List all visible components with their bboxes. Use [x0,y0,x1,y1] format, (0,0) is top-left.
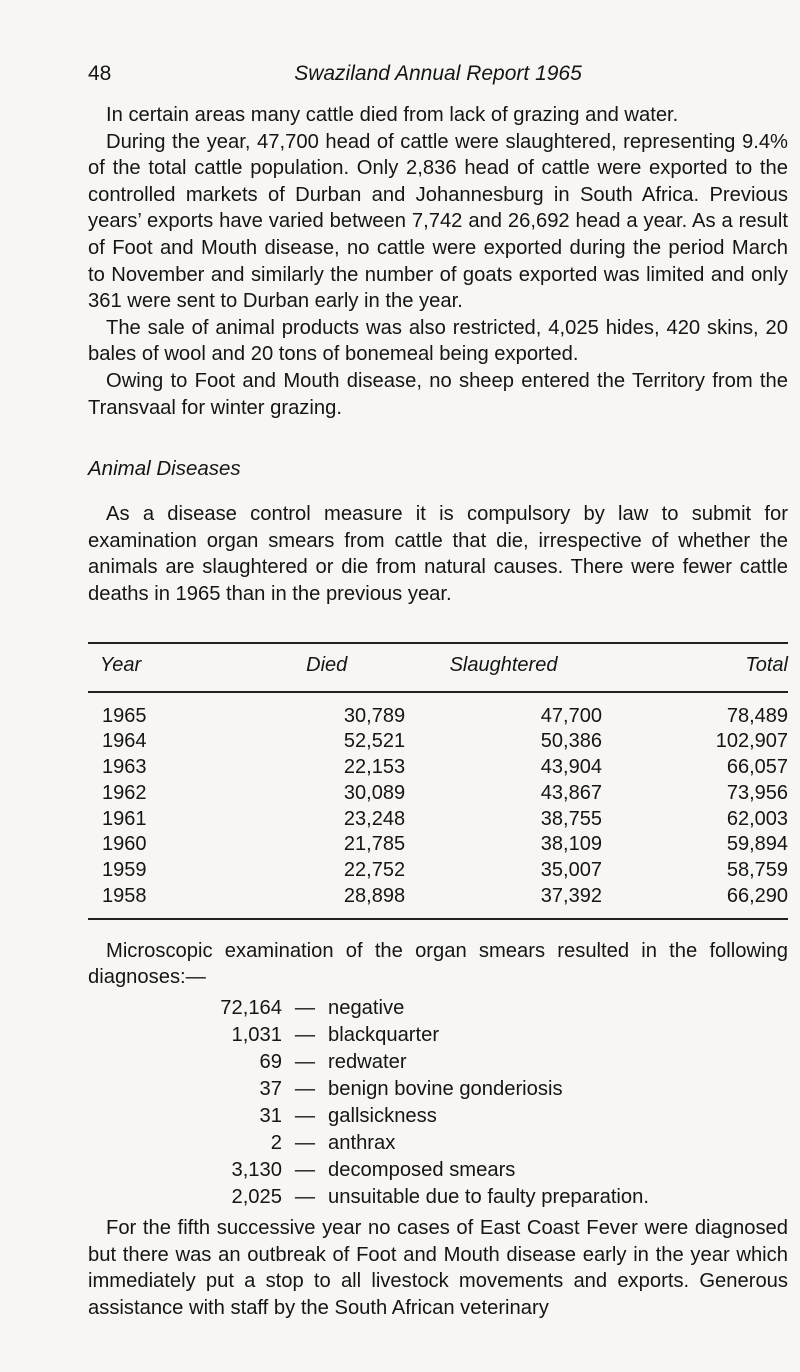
cell-year: 1963 [102,756,147,779]
diagnosis-count: 2 [270,1132,282,1155]
table-row [88,692,788,730]
cell-total: 62,003 [726,807,788,830]
diagnosis-label: redwater [328,1051,407,1074]
dash-separator: — [294,1159,316,1182]
cell-died: 30,789 [343,704,406,727]
cell-slaughtered: 47,700 [540,704,602,727]
cell-total: 78,489 [726,704,788,727]
cell-died: 28,898 [248,884,405,919]
cell-died: 22,752 [343,859,406,882]
dash-separator: — [294,1024,316,1047]
page-header [88,62,788,102]
diagnosis-count: 2,025 [231,1186,282,1209]
paragraph-grazing: In certain areas many cattle died from lack of grazing and water. [106,104,679,126]
cell-year: 1958 [88,884,248,919]
table-row [88,858,788,884]
cell-total: 59,894 [726,833,788,856]
diagnosis-count: 1,031 [231,1024,282,1047]
cattle-deaths-table [88,642,788,920]
list-item [88,1157,788,1184]
table-row [88,807,788,833]
list-item [88,1130,788,1157]
diagnosis-count: 72,164 [220,997,282,1020]
cell-year: 1959 [102,859,147,882]
dash-separator: — [294,1051,316,1074]
cell-year: 1960 [102,833,147,856]
cell-year: 1964 [102,730,147,753]
column-header-total: Total [602,643,788,692]
dash-separator: — [294,1132,316,1155]
list-item [88,1184,788,1211]
cell-slaughtered: 37,392 [405,884,602,919]
diagnosis-count: 37 [259,1078,282,1101]
table-row [88,832,788,858]
cell-total: 102,907 [715,730,788,753]
paragraph-slaughter-exports: During the year, 47,700 head of cattle were slaughtered, representing 9.4% of the total cattle population. Only 2,836 head of cattle were exported to the controlled markets of Durban and Johannesburg in South Africa. Previous years’ exports have varied between 7,742 and 26,692 head a year. As a result of Foot and Mouth disease, no cattle were exported during the period March to November and similarly the number of goats exported was limited and only 361 were sent to Durban early in the year. [88,130,788,313]
table-row [88,729,788,755]
diagnosis-label: anthrax [328,1132,396,1155]
page-number: 48 [88,62,112,85]
cell-died: 23,248 [343,807,406,830]
cell-slaughtered: 35,007 [540,859,602,882]
cell-died: 21,785 [343,833,406,856]
running-title: Swaziland Annual Report 1965 [294,62,582,85]
cell-slaughtered: 50,386 [540,730,602,753]
cell-died: 52,521 [343,730,406,753]
cell-total: 73,956 [726,781,788,804]
paragraph-animal-products: The sale of animal products was also restricted, 4,025 hides, 420 skins, 20 bales of wool and 20 tons of bonemeal being exported. [88,316,788,366]
cell-slaughtered: 43,904 [540,756,602,779]
paragraph-sheep: Owing to Foot and Mouth disease, no sheep entered the Territory from the Transvaal for winter grazing. [88,369,788,419]
cell-year: 1962 [102,781,147,804]
dash-separator: — [294,1105,316,1128]
cell-slaughtered: 38,109 [540,833,602,856]
diagnosis-count: 3,130 [231,1159,282,1182]
cell-died: 22,153 [343,756,406,779]
cell-slaughtered: 38,755 [540,807,602,830]
diagnosis-label: gallsickness [328,1105,437,1128]
cell-total: 66,057 [726,756,788,779]
cell-died: 30,089 [343,781,406,804]
dash-separator: — [294,1078,316,1101]
diagnosis-label: blackquarter [328,1024,440,1047]
cell-year: 1965 [102,704,147,727]
diagnosis-label: benign bovine gonderiosis [328,1078,563,1101]
cell-total: 58,759 [726,859,788,882]
cell-slaughtered: 43,867 [540,781,602,804]
section-heading-animal-diseases: Animal Diseases [88,457,241,481]
diagnosis-count: 69 [259,1051,282,1074]
table-header-row [88,643,788,692]
report-page [88,62,788,1321]
diagnosis-label: negative [328,997,405,1020]
diagnoses-list [88,995,788,1211]
table-row [88,884,788,919]
dash-separator: — [294,1186,316,1209]
cell-year: 1961 [102,807,147,830]
column-header-died: Died [248,643,405,692]
diagnosis-count: 31 [259,1105,282,1128]
paragraph-diagnoses-intro: Microscopic examination of the organ smears resulted in the following diagnoses:— [88,939,788,989]
list-item [88,1022,788,1049]
paragraph-disease-control: As a disease control measure it is compulsory by law to submit for examination organ smears from cattle that die, irrespective of whether the animals are slaughtered or die from natural causes. There were fewer cattle deaths in 1965 than in the previous year. [88,503,788,605]
paragraph-east-coast-fever: For the fifth successive year no cases of East Coast Fever were diagnosed but there was an outbreak of Foot and Mouth disease early in the year which immediately put a stop to all livestock movements and exports. Generous assistance with staff by the South African veterinary [88,1217,788,1319]
column-header-year: Year [88,643,248,692]
diagnosis-label: decomposed smears [328,1159,516,1182]
dash-separator: — [294,997,316,1020]
list-item [88,1049,788,1076]
column-header-slaughtered: Slaughtered [405,643,602,692]
table-row [88,755,788,781]
cell-total: 66,290 [602,884,788,919]
table-row [88,781,788,807]
list-item [88,1076,788,1103]
list-item [88,995,788,1022]
list-item [88,1103,788,1130]
diagnosis-label: unsuitable due to faulty preparation. [328,1186,649,1209]
